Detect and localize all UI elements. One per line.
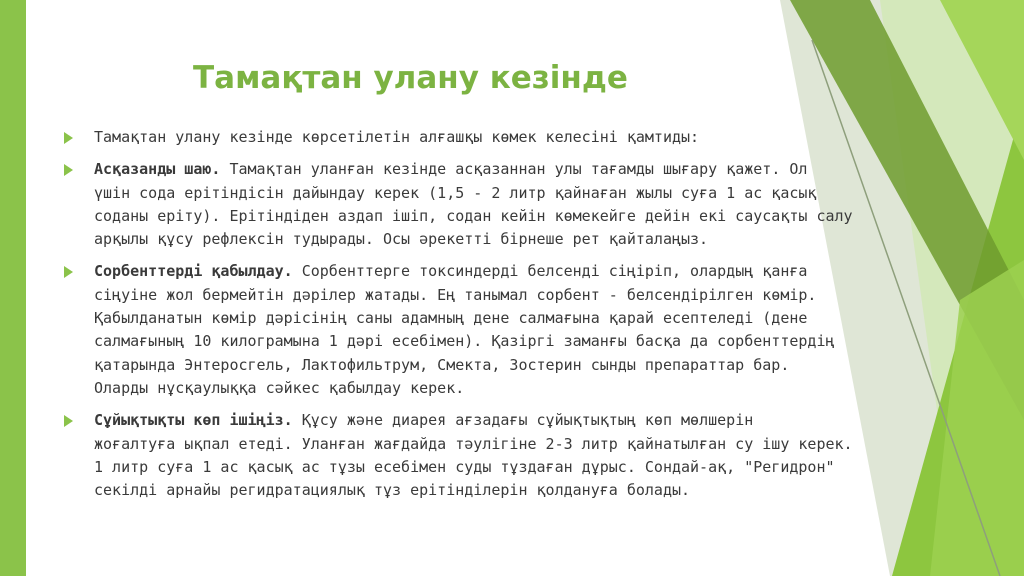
paragraph-text: Тамақтан уланған кезінде асқазаннан улы тағамды шығару қажет. Ол [220, 160, 808, 179]
paragraph-line: сіңуіне жол бермейтін дәрілер жатады. Ең танымал сорбент - белсендірілген көмір. [94, 285, 817, 304]
paragraph-line: Тамақтан улану кезінде көрсетілетін алғашқы көмек келесіні қамтиды: [94, 128, 700, 146]
paragraph-line: секілді арнайы регидратациялық тұз ерітінділерін қолдануға болады. [94, 481, 691, 500]
triangle-bullet-icon [64, 164, 73, 176]
bullet-heading: Сұйықтықты көп ішіңіз. [94, 411, 293, 430]
paragraph-line: Оларды нұсқаулыққа сәйкес қабылдау керек. [94, 378, 465, 397]
paragraph-line-first [94, 260, 902, 283]
bullet-item-stomach-lavage [62, 158, 902, 251]
paragraph-text: Сорбенттерге токсиндерді белсенді сіңіріп, олардың қанға [292, 262, 808, 281]
bullet-list [62, 126, 902, 511]
triangle-bullet-icon [64, 266, 73, 278]
bullet-heading: Сорбенттерді қабылдау. [94, 262, 293, 281]
paragraph-text: Құсу және диарея ағзадағы сұйықтықтың көп мөлшерін [292, 411, 754, 430]
paragraph-line: арқылы құсу рефлексін тудырады. Осы әрекетті бірнеше рет қайталаңыз. [94, 230, 709, 249]
slide-title: Тамақтан улану кезінде [193, 60, 628, 96]
paragraph-line-first [94, 409, 902, 432]
bullet-item-intro [62, 126, 902, 149]
bullet-item-fluids [62, 409, 902, 502]
paragraph-line: қатарында Энтеросгель, Лактофильтрум, Смекта, Зостерин сынды препараттар бар. [94, 355, 790, 374]
triangle-bullet-icon [64, 132, 73, 144]
bullet-item-sorbents [62, 260, 902, 400]
paragraph-line: Қабылданатын көмір дәрісінің саны адамның дене салмағына қарай есептеледі (дене [94, 309, 808, 328]
paragraph-line: 1 литр суға 1 ас қасық ас тұзы есебімен суды тұздаған дұрыс. Сондай-ақ, "Регидрон" [94, 457, 835, 476]
triangle-bullet-icon [64, 415, 73, 427]
paragraph-line: үшін сода ерітіндісін дайындау керек (1,5 - 2 литр қайнаған жылы суға 1 ас қасық [94, 183, 817, 202]
paragraph-line: соданы ерiту). Ерітіндіден аздап ішіп, содан кейін көмекейге дейін екі саусақты салу [94, 206, 853, 225]
paragraph-line: жоғалтуға ықпал етеді. Уланған жағдайда тәулігіне 2-3 литр қайнатылған су ішу керек. [94, 434, 853, 453]
left-accent-bar [0, 0, 26, 576]
bullet-heading: Асқазанды шаю. [94, 160, 221, 179]
paragraph-line-first [94, 158, 902, 181]
paragraph-line: салмағының 10 килограмына 1 дәрі есебімен). Қазіргі заманғы басқа да сорбенттердің [94, 332, 835, 351]
